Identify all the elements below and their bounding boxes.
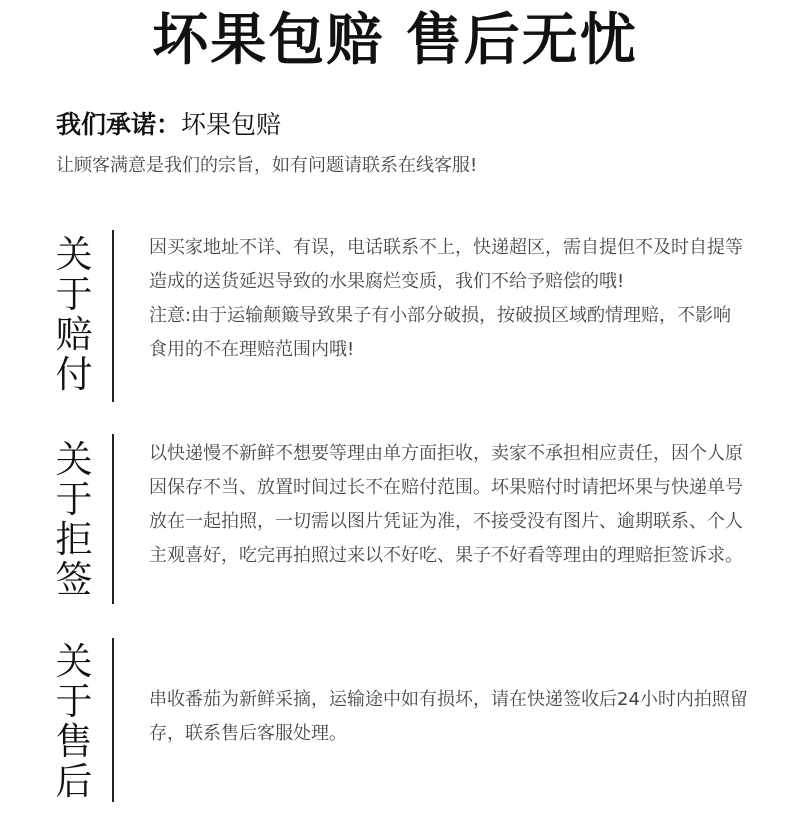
heading-char: 付 xyxy=(55,353,93,396)
section-body xyxy=(149,683,749,751)
heading-char: 于 xyxy=(55,273,93,316)
heading-char: 售 xyxy=(55,720,93,763)
section-heading xyxy=(54,235,94,395)
section-divider xyxy=(112,434,114,604)
section-body xyxy=(149,231,749,367)
section-paragraph: 以快递慢不新鲜不想要等理由单方面拒收，卖家不承担相应责任，因个人原因保存不当、放置时间过长不在赔付范围。坏果赔付时请把坏果与快递单号放在一起拍照，一切需以图片凭证为准，不接受没有图片、逾期联系、个人主观喜好，吃完再拍照过来以不好吃、果子不好看等理由的理赔拒签诉求。 xyxy=(149,443,743,566)
section-body xyxy=(149,437,749,573)
section-paragraph: 串收番茄为新鲜采摘，运输途中如有损坏，请在快递签收后24小时内拍照留存，联系售后客服处理。 xyxy=(149,689,748,744)
heading-char: 赔 xyxy=(55,313,93,356)
section-divider xyxy=(112,230,114,402)
section-paragraph: 注意:由于运输颠簸导致果子有小部分破损，按破损区域酌情理赔，不影响食用的不在理赔范围内哦! xyxy=(149,305,732,360)
heading-char: 后 xyxy=(55,760,93,803)
heading-char: 关 xyxy=(55,233,93,276)
heading-char: 于 xyxy=(55,478,93,521)
heading-char: 签 xyxy=(55,558,93,601)
promise-line xyxy=(56,108,281,142)
section-paragraph: 因买家地址不详、有误，电话联系不上，快递超区，需自提但不及时自提等造成的送货延迟导致的水果腐烂变质，我们不给予赔偿的哦! xyxy=(149,237,743,292)
heading-char: 关 xyxy=(55,640,93,683)
section-heading xyxy=(54,440,94,600)
heading-char: 关 xyxy=(55,438,93,481)
page-title: 坏果包赔 售后无忧 xyxy=(152,8,638,73)
promise-subtitle: 让顾客满意是我们的宗旨，如有问题请联系在线客服! xyxy=(56,155,478,176)
promise-label: 我们承诺： xyxy=(56,110,182,139)
promise-value: 坏果包赔 xyxy=(181,110,282,139)
heading-char: 拒 xyxy=(55,518,93,561)
section-divider xyxy=(112,638,114,802)
section-heading xyxy=(54,642,94,802)
heading-char: 于 xyxy=(55,680,93,723)
